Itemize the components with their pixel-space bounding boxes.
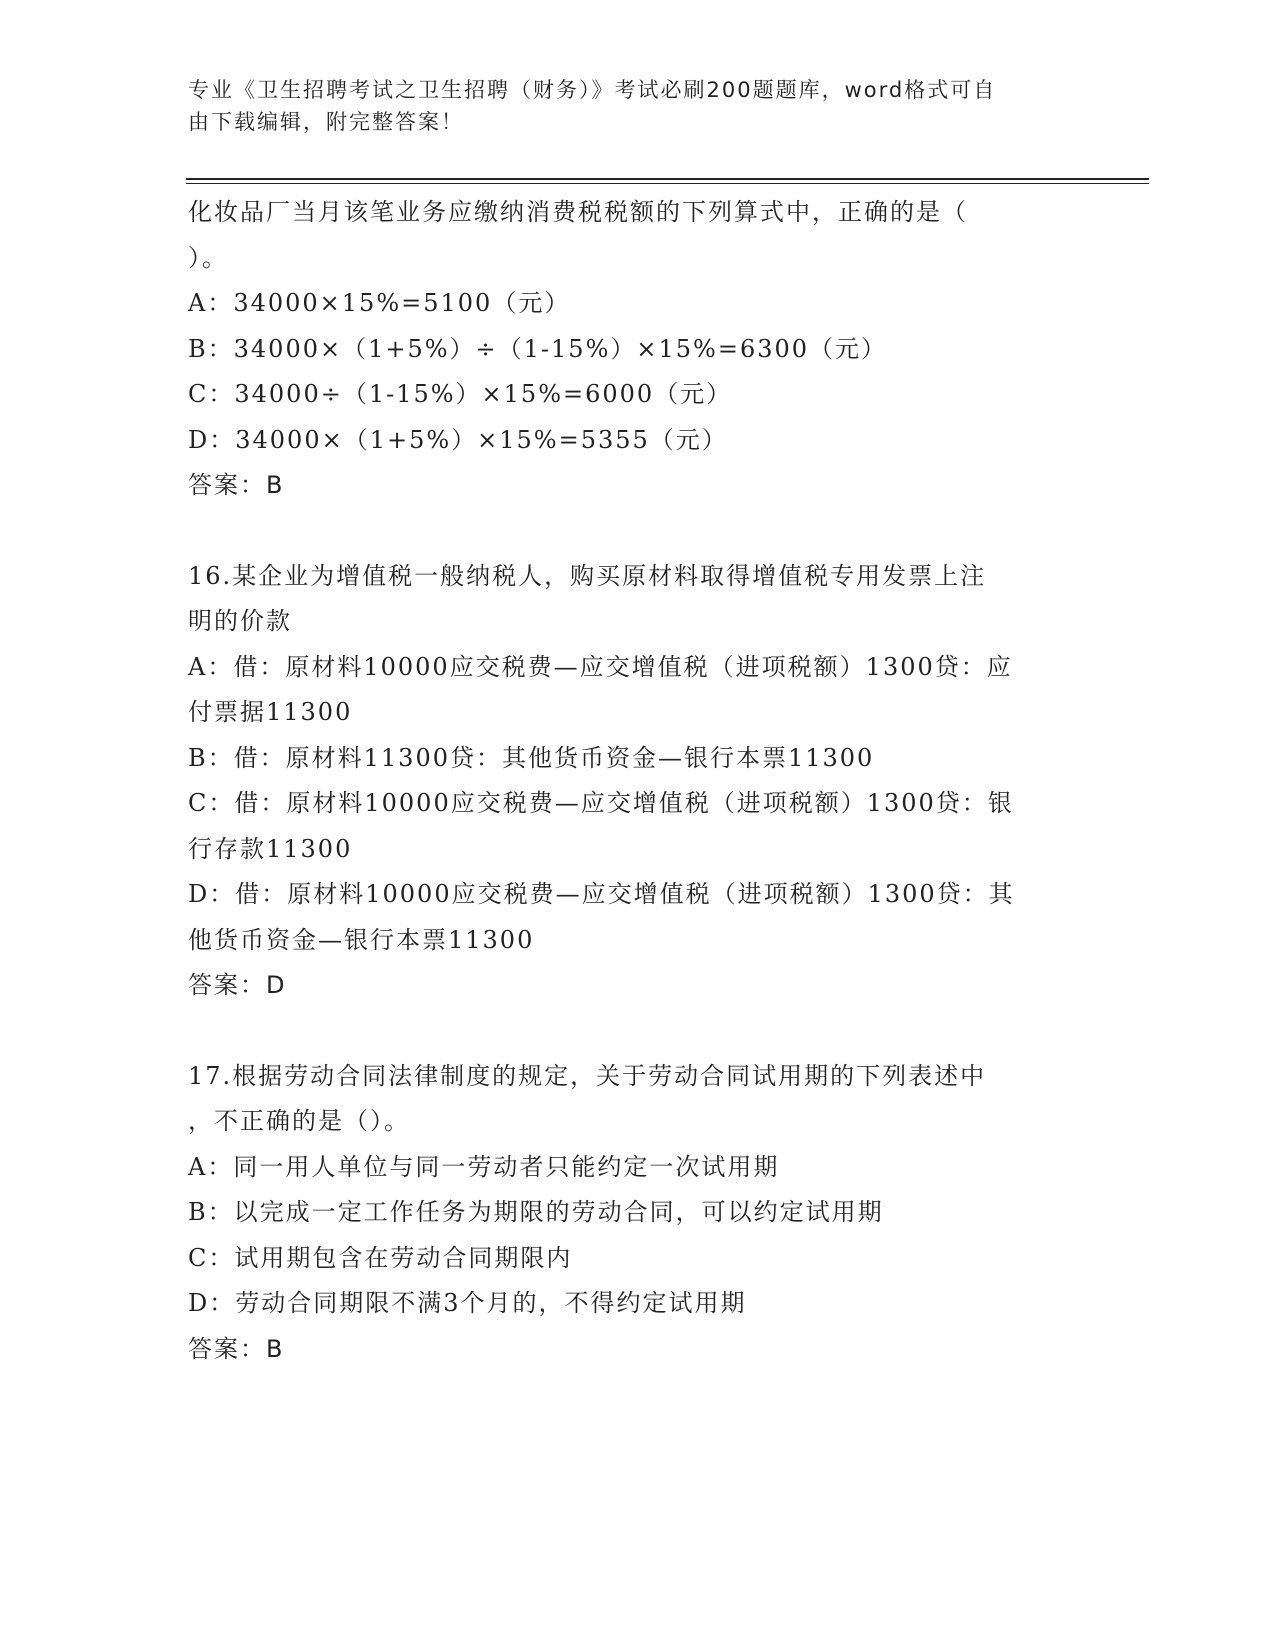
question-stem: 化妆品厂当月该笔业务应缴纳消费税税额的下列算式中，正确的是（ xyxy=(188,198,968,226)
option-c: C：借：原材料10000应交税费—应交增值税（进项税额）1300贷：银 xyxy=(188,789,1014,817)
option-d: D：34000×（1+5%）×15%=5355（元） xyxy=(188,425,728,454)
question-stem: 明的价款 xyxy=(188,607,292,635)
question-17 xyxy=(188,1054,1088,1373)
document-header xyxy=(188,74,1068,138)
option-a: A：34000×15%=5100（元） xyxy=(188,289,571,317)
answer-line: 答案：B xyxy=(188,1334,285,1363)
spacer xyxy=(188,1009,1088,1054)
header-divider-thick xyxy=(186,178,1149,180)
option-c: C：34000÷（1-15%）×15%=6000（元） xyxy=(188,380,733,408)
option-a-cont: 付票据11300 xyxy=(188,698,353,726)
option-b: B：34000×（1+5%）÷（1-15%）×15%=6300（元） xyxy=(188,334,888,363)
question-stem: ）。 xyxy=(188,243,228,272)
option-a: A：借：原材料10000应交税费—应交增值税（进项税额）1300贷：应 xyxy=(188,652,1013,681)
question-stem: 16.某企业为增值税一般纳税人，购买原材料取得增值税专用发票上注 xyxy=(188,561,987,590)
header-line-1: 专业《卫生招聘考试之卫生招聘（财务）》考试必刷200题题库，word格式可自 xyxy=(188,78,997,102)
answer-line: 答案：B xyxy=(188,471,285,499)
option-d: D：借：原材料10000应交税费—应交增值税（进项税额）1300贷：其 xyxy=(188,880,1015,908)
document-body xyxy=(188,190,1088,1372)
option-a: A：同一用人单位与同一劳动者只能约定一次试用期 xyxy=(188,1152,780,1181)
option-b: B：借：原材料11300贷：其他货币资金—银行本票11300 xyxy=(188,743,875,772)
question-15 xyxy=(188,190,1088,509)
question-stem: ，不正确的是（）。 xyxy=(188,1107,410,1135)
header-divider-thin xyxy=(186,183,1149,184)
option-d: D：劳动合同期限不满3个月的，不得约定试用期 xyxy=(188,1289,747,1317)
option-c: C：试用期包含在劳动合同期限内 xyxy=(188,1243,573,1272)
spacer xyxy=(188,509,1088,554)
option-b: B：以完成一定工作任务为期限的劳动合同，可以约定试用期 xyxy=(188,1198,884,1226)
question-stem: 17.根据劳动合同法律制度的规定，关于劳动合同试用期的下列表述中 xyxy=(188,1061,987,1090)
option-c-cont: 行存款11300 xyxy=(188,834,353,863)
header-line-2: 由下载编辑，附完整答案！ xyxy=(188,110,464,134)
answer-line: 答案：D xyxy=(188,971,287,999)
question-16 xyxy=(188,554,1088,1009)
option-d-cont: 他货币资金—银行本票11300 xyxy=(188,925,535,954)
